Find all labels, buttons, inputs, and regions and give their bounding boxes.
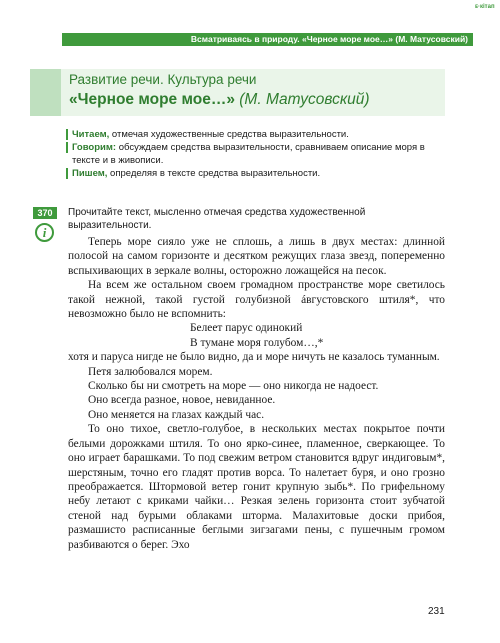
goal-speaking: [66, 141, 446, 167]
goal-text: обсуждаем средства выразительности, сравниваем описание моря в тексте и в живописи.: [72, 142, 425, 166]
publisher-logo: ᴇ·кітап: [475, 4, 495, 10]
paragraph: На всем же остальном своем громадном пространстве море светилось такой нежной, такой густой голубизной áвгустовского штиля*, что невозможно было не вспомнить:: [68, 279, 445, 321]
verse-line: В тумане моря голубом…,*: [190, 336, 324, 349]
section-title-box: [61, 69, 445, 116]
section-author: (М. Матусовский): [239, 91, 370, 108]
chapter-header-bar: [62, 33, 473, 46]
paragraph: хотя и паруса нигде не было видно, да и море ничуть не казалось туманным.: [68, 351, 440, 364]
task-number-badge: 370: [33, 207, 57, 219]
goal-reading: [66, 128, 446, 141]
section-kicker: Развитие речи. Культура речи: [69, 72, 257, 87]
goal-key: Читаем,: [72, 129, 110, 140]
reading-text: [68, 235, 445, 552]
paragraph: То оно тихое, светло-голубое, в нескольких местах покрытое почти белыми дорожками штиля. То оно ярко-синее, пламенное, сверкающее. То оно играет барашками. То под свежим ветром становится вдруг индиговым*, шерстяным, точно его гладят против ворса. То налетает буря, и оно грозно преображается. Штормовой ветер гонит крупную зыбь*. По грифельному небу летают с криками чайки… Резкая зелень горизонта стоит зубчатой стеной над бурыми облаками шторма. Малахитовые доски прибоя, размашисто расписанные беглыми зигзагами пены, с пушечным громом разбиваются о берег. Эхо: [68, 423, 445, 551]
goal-key: Говорим:: [72, 142, 117, 153]
section-heading: [69, 91, 370, 109]
goal-marker: [66, 168, 68, 179]
verse-line: Белеет парус одинокий: [190, 322, 303, 335]
paragraph: Теперь море сияло уже не сплошь, а лишь в двух местах: длинной полосой на самом горизонте и десятком режущих глаза звезд, попеременно вспыхивающих в зеркале волны, осторожно ложащейся на песок.: [68, 236, 445, 277]
lesson-goals: [66, 128, 446, 180]
goal-text: отмечая художественные средства выразительности.: [109, 129, 349, 140]
info-icon: i: [35, 223, 54, 242]
goal-writing: [66, 167, 446, 180]
goal-key: Пишем,: [72, 168, 108, 179]
section-title: «Черное море мое…»: [69, 91, 235, 108]
chapter-header-title: Всматриваясь в природу. «Черное море мое…» (М. Матусовский): [190, 34, 468, 44]
paragraph: Оно всегда разное, новое, невиданное.: [88, 394, 276, 407]
paragraph: Сколько бы ни смотреть на море — оно никогда не надоест.: [88, 380, 379, 393]
goal-text: определяя в тексте средства выразительности.: [107, 168, 321, 179]
section-decor-block: [30, 69, 61, 116]
goal-marker: [66, 129, 68, 140]
paragraph: Петя залюбовался морем.: [88, 365, 213, 378]
paragraph: Оно меняется на глазах каждый час.: [88, 408, 265, 421]
page-number: 231: [428, 606, 445, 617]
goal-marker: [66, 142, 68, 153]
task-instruction: Прочитайте текст, мысленно отмечая средства художественной выразительности.: [68, 207, 366, 231]
